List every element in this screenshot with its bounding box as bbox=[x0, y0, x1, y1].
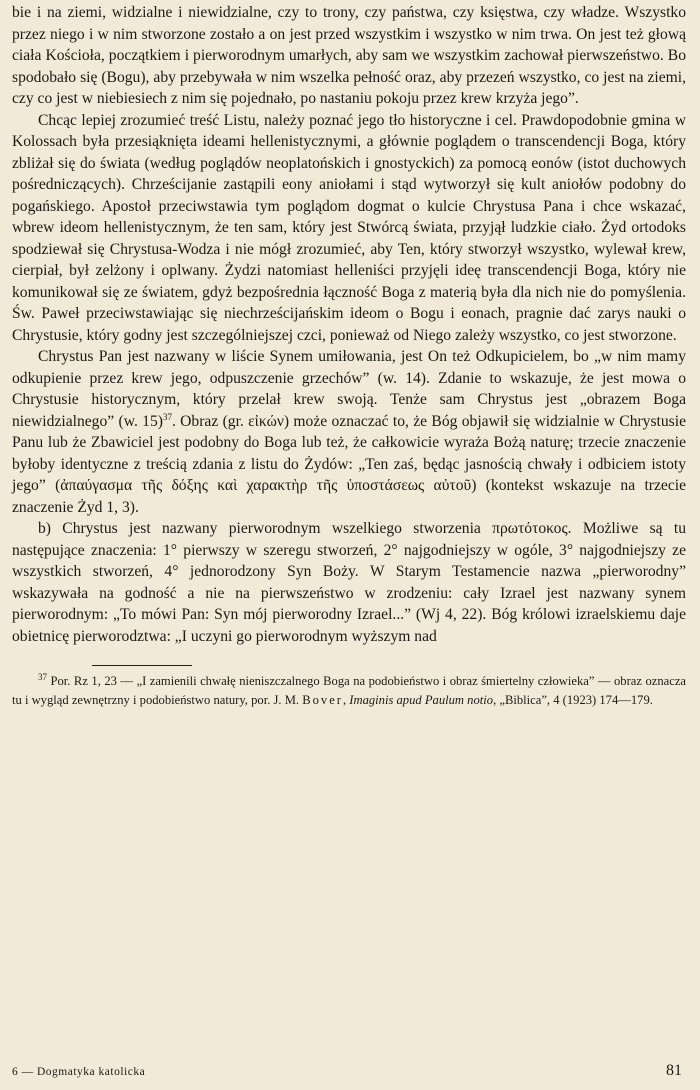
paragraph-background: Chcąc lepiej zrozumieć treść Listu, należy poznać jego tło historyczne i cel. Prawdopodobnie gmina w Kolossach była przesiąknięta ideami hellenistycznymi, a głównie poglądem o transcendencji Boga, który zbliżał się do świata (według poglądów neoplatońskich i gnostyckich) za pomocą eonów (istot duchowych pośredniczących). Chrześcijanie zastąpili eony aniołami i stąd wytworzył się kult aniołów podobny do pogańskiego. Apostoł przeciwstawia tym poglądom dogmat o kulcie Chrystusa Pana i chce wskazać, wbrew ideom hellenistycznym, że ten sam, który jest Stwórcą świata, przyjął ludzkie ciało. Żyd ortodoks spodziewał się Chrystusa-Wodza i nie mógł zrozumieć, aby Ten, który stworzył wszystko, wylewał krew, cierpiał, był zelżony i oplwany. Żydzi natomiast helleniści przyjęli ideę transcendencji Boga, który nie komunikował się ze światem, gdyż bezpośrednia łączność Boga z materią była dla nich nie do pomyślenia. Św. Paweł przeciwstawiając się niechrześcijańskim ideom o Bogu i eonach, pragnie dać zarys nauki o Chrystusie, który godny jest szczególniejszej czci, ponieważ od Niego zależy wszystko, co jest stworzone. bbox=[12, 111, 686, 344]
page-footer bbox=[12, 1062, 682, 1080]
paragraph-firstborn: b) Chrystus jest nazwany pierworodnym wszelkiego stworzenia πρωτότοκος. Możliwe są tu następujące znaczenia: 1° pierwszy w szeregu stworzeń, 2° najgodniejszy w ogóle, 3° najgodniejszy ze wszystkich stworzeń, 4° jednorodzony Syn Boży. W Starym Testamencie nazwa „pierworodny” wskazywała na godność a nie na pierwszeństwo w zrodzeniu: cały Izrael jest nazwany synem pierworodnym: „To mówi Pan: Syn mój pierworodny Izrael...” (Wj 4, 22). Bóg królowi izraelskiemu daje obietnicę pierworodztwa: „I uczyni go pierworodnym wyższym nad bbox=[12, 520, 686, 645]
paragraph-redeemer-text-cont: . Obraz (gr. εἰκών) może oznaczać to, że Bóg objawił się widzialnie w Chrystusie Panu lub że Zbawiciel jest podobny do Boga lub też, że całkowicie wyraża Bożą naturę; trzecie znaczenie byłoby identyczne z treścią zdania z listu do Żydów: „Ten zaś, będąc jasnością chwały i odbiciem istoty jego” (ἀπαύγασμα τῆς δόξης καὶ χαρακτὴρ τῆς ὑποστάσεως αὐτοῦ) (kontekst wskazuje na trzecie znaczenie Żyd 1, 3). bbox=[12, 412, 687, 516]
footnote-text: Por. Rz 1, 23 — „I zamienili chwałę nieniszczalnego Boga na podobieństwo i obraz śmiertelny człowieka” — obraz oznacza tu i wygląd zewnętrzny i podobieństwo natury, por. J. M. bbox=[12, 674, 686, 707]
footnote: $^{37}$ Por. Rz 1, 23 — „I zamienili chwałę nieniszczalnego Boga na podobieństwo i obraz śmiertelny człowieka” — obraz oznacza tu i wygląd zewnętrzny i podobieństwo natury, por. J. M. Bover, Imaginis apud Paulum notio, „Biblica”, 4 (1923) 174—179. bbox=[12, 671, 686, 707]
main-text bbox=[12, 2, 686, 647]
footnote-work-title: Imaginis apud Paulum notio bbox=[349, 693, 494, 707]
paragraph-continued: bie i na ziemi, widzialne i niewidzialne, czy to trony, czy państwa, czy księstwa, czy władze. Wszystko przez niego i w nim stworzone zostało a on jest przed wszystkim i wszystko w nim trwa. On jest też głową ciała Kościoła, początkiem i pierworodnym umarłych, aby sam we wszystkim zachował pierwszeństwo. Bo spodobało się (Bogu), aby przebywała w nim wszelka pełność oraz, aby przezeń wszystko, co jest na ziemi, czy co jest w niebiesiech z nim się pojednało, po nastaniu pokoju przez krew krzyża jego”. bbox=[12, 4, 686, 107]
footnote-divider bbox=[92, 665, 192, 666]
paragraph-redeemer-text: Chrystus Pan jest nazwany w liście Synem umiłowania, jest On też Odkupicielem, bo „w nim mamy odkupienie przez krew jego, odpuszczenie grzechów” (w. 14). Zdanie to wskazuje, że jest mowa o Chrystusie historycznym, który przelał krew swoją. Tenże sam Chrystus jest „obrazem Boga niewidzialnego” (w. 15) bbox=[12, 348, 686, 430]
footnote-author: Bover bbox=[302, 693, 343, 707]
footnote-number: 37 bbox=[38, 671, 47, 682]
page-number: 81 bbox=[666, 1062, 682, 1079]
footnote-reference: 37 bbox=[162, 411, 172, 422]
paragraph-redeemer bbox=[12, 346, 686, 518]
printer-signature: 6 — Dogmatyka katolicka bbox=[12, 1066, 146, 1078]
footnote-text-end: , „Biblica”, 4 (1923) 174—179. bbox=[493, 693, 653, 707]
